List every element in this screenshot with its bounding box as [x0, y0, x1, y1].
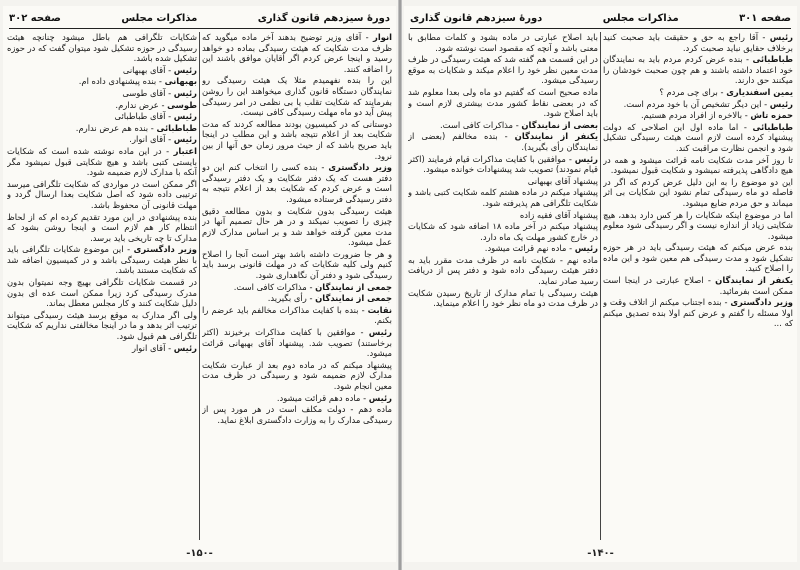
paragraph [202, 206, 392, 248]
speaker-name: رئیس [368, 392, 392, 403]
paragraph-text: اصلاح عبارتی در اینجا است ممکن است بفرمائید. [603, 275, 793, 296]
paragraph-text: رأی بگیرید. [267, 293, 307, 304]
right-page-right-column [603, 32, 793, 540]
paragraph [7, 212, 197, 244]
speaker-name: جمعی از نمایندگان [315, 293, 392, 304]
paragraph-text: ماده دهم - دولت مکلف است در هر مورد پس از رسیدگی مدارک را به وزارت دادگستری ابلاغ نماید. [202, 404, 392, 425]
paragraph-text: پیشنهاد آقای بهبهانی [527, 175, 598, 186]
paragraph-text: برای چی مردم ؟ [659, 86, 718, 97]
paragraph: رئیس - موافقین با کفایت مذاکرات قیام فرمایند (اکثر قیام نمودند) تصویب شد پیشنهادات خوانده میشود. [408, 153, 598, 175]
paragraph: طباطبائی - بنده عرض کردم مردم باید به نمایندگان خود اعتماد داشته باشند و هم چون صحبت خودشان را میکنند حق دارند. [603, 54, 793, 86]
speaker-name: رئیس [368, 327, 392, 338]
paragraph-text: بنده کسی را انتخاب کنم این دو دفتر هست که یک دفتر شکایت و یک دفتر رسیدگی است و عرض کردم که شکایت بعد از اعلام نتیجه به دفتر رسیدگی فرستاده میشود. [202, 162, 392, 204]
paragraph-text: اگر ممکن است در مواردی که شکایت تلگرافی میرسد ترتیبی داده شود که اصل شکایت بعدا ارسال گردد و مهلت قانونی آن محفوظ باشد. [7, 178, 197, 210]
paragraph [7, 310, 197, 342]
right-page-header [410, 8, 791, 29]
paragraph-text: این دیگر تشخیص آن با خود مردم است. [623, 98, 762, 109]
paragraph: رئیس - آقای طوسی [122, 87, 197, 98]
paragraph-text: شکایات تلگرافی هم باطل میشود چنانچه هیئت رسیدگی در حوزه تشکیل شود میتوان گفت که در حوزه تشکیل شده باشد. [7, 32, 197, 64]
paragraph: رئیس - آقای انوار. [129, 134, 197, 145]
paragraph [603, 177, 793, 209]
speaker-name: رئیس [769, 98, 793, 109]
paragraph [408, 288, 598, 309]
right-header-session: دورهٔ سیزدهم قانون گذاری [410, 12, 543, 24]
paragraph-text: آقا راجع به حق و حقیقت باید صحبت کنید برخلاف حقایق نباید صحبت کرد. [603, 32, 793, 53]
paragraph: جمعی از نمایندگان - مذاکرات کافی است. [233, 281, 392, 292]
right-page-number: -۱۴۰- [587, 548, 614, 559]
paragraph-text: دوستانی که در کمیسیون بودند مطالعه کردند که مدت شکایت بعد از اعلام نتیجه باشد و این مطلب در اینجا باید صریح باشد که از حیث مرور زمان حق آنها از بین نرود. [202, 118, 392, 161]
paragraph: رئیس - آقا راجع به حق و حقیقت باید صحبت کنید برخلاف حقایق نباید صحبت کرد. [603, 32, 793, 53]
speaker-name: وزیر دادگستری [133, 244, 197, 255]
paragraph-text: بنده با کفایت مذاکرات مخالفم باید عرضم را بکنم. [202, 304, 392, 326]
paragraph-text: بنده پیشنهادی داده ام. [78, 76, 157, 87]
paragraph: حمزه تاش - بالاخره از افراد مردم هستیم. [640, 110, 793, 121]
speaker-name: طوسی [167, 99, 197, 110]
speaker-name: رئیس [173, 64, 197, 75]
speaker-name: رئیس [574, 243, 598, 254]
left-page-number: -۱۵۰- [186, 548, 213, 559]
paragraph [408, 176, 598, 187]
paragraph-text: ولی اگر مدارک به موقع برسد هیئت رسیدگی میتواند ترتیب اثر بدهد و ما در اینجا مخالفتی نداریم که شکایت تلگرافی هم قبول شود. [7, 309, 197, 342]
paragraph-text: ماده نهم قرائت میشود. [484, 243, 567, 254]
paragraph [408, 210, 598, 221]
paragraph: رئیس - آقای انوار [131, 342, 197, 353]
paragraph: اعتبار - در این ماده نوشته شده است که شکایات بایستی کتبی باشد و هیچ شکایتی قبول نمیشود مگر آنکه با مدارک لازم ضمیمه شود. [7, 145, 197, 178]
paragraph: انوار - آقای وزیر توضیح بدهند آخر ماده میگوید که ظرف مدت شکایت که هیئت رسیدگی بماده دو خواهد رسید و اینجا عرض کردم اگر آقایان موافق باشند این را اضافه کنند. [202, 32, 392, 74]
left-header-section: مذاکرات مجلس [121, 12, 198, 24]
paragraph-text: اما در موضوع اینکه شکایات را هر کس دارد بدهد، هیچ شکایتی زیاد از اندازه نیست و اگر رسیدگی شود معلوم میشود. [603, 209, 793, 241]
paragraph-text: آقای انوار [131, 342, 166, 353]
paragraph: رئیس - ماده نهم قرائت میشود. [484, 243, 598, 254]
paragraph: طباطبائی - بنده هم عرض ندارم. [75, 122, 197, 133]
paragraph-text: این موضوع شکایات تلگرافی باید با نظر هیئت رسیدگی باشد و در کمیسیون اضافه شد که شکایت مستند باشد. [7, 244, 197, 276]
left-page-left-column [7, 32, 197, 540]
paragraph-text: بنده اجتناب میکنم از اتلاف وقت و اولا مسئله را گفتم و عرض کنم اولا بنده تصدیق میکنم که ... [603, 297, 793, 329]
paragraph [202, 249, 392, 281]
speaker-name: رئیس [574, 153, 598, 164]
paragraph-text: در قسمت شکایات تلگرافی بهیچ وجه نمیتوان بدون مدرک رسیدگی کرد زیرا ممکن است عده ای بدون دلیل شکایت کنند و کار مجلس معطل بماند. [7, 277, 197, 309]
speaker-name: وزیر دادگستری [328, 162, 392, 173]
paragraph-text: بالاخره از افراد مردم هستیم. [640, 110, 743, 121]
paragraph-text: اما ماده اول این اصلاحی که دولت پیشنهاد کرده است لازم است هیئت رسیدگی تشکیل شود و انجمن نظارت مراقبت کند. [603, 121, 793, 153]
speaker-name: انوار [373, 32, 392, 42]
speaker-name: وزیر دادگستری [730, 297, 793, 308]
right-page-column-divider [600, 32, 601, 540]
paragraph [408, 54, 598, 86]
paragraph [202, 360, 392, 392]
book-gutter [398, 0, 402, 570]
paragraph-text: آقای وزیر توضیح بدهند آخر ماده میگوید که ظرف مدت شکایت که هیئت رسیدگی بماده دو خواهد رسید و اینجا عرض کردم اگر آقایان موافق باشند این را اضافه کنند. [202, 32, 392, 74]
paragraph-text: پیشنهاد آقای فقیه زاده [519, 209, 598, 220]
paragraph-text: مذاکرات کافی است. [233, 281, 307, 292]
paragraph [408, 187, 598, 208]
paragraph: رئیس - آقای طباطبائی [114, 111, 197, 122]
right-header-page-label: صفحه ۳۰۱ [739, 12, 791, 24]
paragraph [603, 242, 793, 274]
paragraph-text: موافقین با کفایت مذاکرات قیام فرمایند (اکثر قیام نمودند) تصویب شد پیشنهادات خوانده میشود. [408, 153, 598, 175]
paragraph: طباطبائی - اما ماده اول این اصلاحی که دولت پیشنهاد کرده است لازم است هیئت رسیدگی تشکیل شود و انجمن نظارت مراقبت کند. [603, 121, 793, 153]
paragraph: نقابت - بنده با کفایت مذاکرات مخالفم باید عرضم را بکنم. [202, 304, 392, 326]
paragraph: وزیر دادگستری - این موضوع شکایات تلگرافی باید با نظر هیئت رسیدگی باشد و در کمیسیون اضافه شد که شکایت مستند باشد. [7, 244, 197, 276]
paragraph: بهبهانی - بنده پیشنهادی داده ام. [78, 76, 197, 87]
left-header-page-label: صفحه ۳۰۲ [9, 12, 61, 24]
paragraph-text: و هر جا ضرورت داشته باشد بهتر است آنجا را اصلاح کنیم ولی کلیه شکایات که در مهلت قانونی برسد باید رسیدگی شود و دفتر آن نگاهداری شود. [202, 248, 392, 281]
paragraph [202, 75, 392, 117]
paragraph-text: آقای انوار. [129, 134, 166, 145]
paragraph [408, 255, 598, 287]
speaker-name: جمعی از نمایندگان [315, 281, 392, 292]
paragraph: یمین اسفندیاری - برای چی مردم ؟ [659, 86, 793, 97]
paragraph-text: در این قسمت هم گفته شد که هیئت رسیدگی در ظرف مدت معین نظر خود را اعلام میکند و شکایات به موقع رسیدگی میشود. [408, 54, 598, 86]
paragraph-text: ماده نهم - شکایت نامه در ظرف مدت مقرر باید به دفتر هیئت رسیدگی داده شود و دفتر پس از دریافت رسید صادر نماید. [408, 254, 598, 287]
speaker-name: یمین اسفندیاری [726, 86, 793, 97]
speaker-name: یکنفر از نمایندگان [715, 275, 793, 286]
speaker-name: رئیس [173, 342, 197, 353]
right-page [404, 6, 797, 562]
paragraph-text: پیشنهاد میکنم در ماده هشتم کلمه شکایت کتبی باشد و شکایت تلگرافی هم پذیرفته شود. [408, 187, 598, 208]
paragraph [408, 221, 598, 242]
paragraph-text: این دو موضوع را به این دلیل عرض کردم که اگر در فاصله دو ماه رسیدگی تمام نشود این شکایات بی اثر میماند و حق مردم ضایع میشود. [603, 176, 793, 208]
paragraph: رئیس - موافقین با کفایت مذاکرات برخیزند (اکثر برخاستند) تصویب شد. پیشنهاد آقای بهبهانی قرائت میشود. [202, 327, 392, 359]
paragraph-text: این را بنده نفهمیدم مثلا یک هیئت رسیدگی رو نمایندگان دستگاه قانون گذاری میخواهند این را روشن بفرمایند که شکایت تقلب یا بی نظمی در امر رسیدگی پیش آید دو ماه مهلت رسیدگی کافی نیست. [202, 75, 392, 118]
paragraph-text: عرض ندارم. [115, 99, 159, 110]
speaker-name: طباطبائی [156, 122, 197, 133]
speaker-name: بهبهانی [164, 76, 197, 87]
paragraph-text: ماده صحیح است که گفتیم دو ماه ولی بعدا معلوم شد که در بعضی نقاط کشور مدت بیشتری لازم است و باید اصلاح شود. [408, 86, 598, 119]
speaker-name: رئیس [173, 111, 197, 122]
paragraph [603, 210, 793, 242]
paragraph-text: مذاکرات کافی است. [439, 119, 514, 130]
paragraph-text: بنده عرض کردم مردم باید به نمایندگان خود اعتماد داشته باشند و هم چون صحبت خودشان را میکنند حق دارند. [603, 54, 793, 86]
paragraph [7, 32, 197, 64]
left-header-session: دورهٔ سیزدهم قانون گذاری [257, 12, 390, 24]
paragraph [202, 119, 392, 161]
paragraph-text: بنده هم عرض ندارم. [75, 122, 149, 133]
speaker-name: اعتبار [173, 145, 197, 156]
paragraph-text: هیئت رسیدگی بدون شکایت و بدون مطالعه دقیق چیزی را تصویب نمیکند و در هر حال تصمیم آنها در مدت معین گرفته خواهد شد و بر اساس مدارک لازم عمل میشود. [202, 205, 392, 248]
paragraph [408, 87, 598, 119]
speaker-name: رئیس [173, 134, 197, 145]
paragraph-text: آقای طباطبائی [114, 111, 166, 122]
paragraph-text: در این ماده نوشته شده است که شکایات بایستی کتبی باشد و هیچ شکایتی قبول نمیشود مگر آنکه با مدارک لازم ضمیمه شود. [7, 145, 197, 178]
paragraph-text: موافقین با کفایت مذاکرات برخیزند (اکثر برخاستند) تصویب شد. پیشنهاد آقای بهبهانی قرائت میشود. [202, 327, 392, 359]
paragraph: رئیس - آقای بهبهانی [122, 64, 197, 75]
paragraph [202, 404, 392, 425]
right-page-left-column [408, 32, 598, 540]
paragraph: طوسی - عرض ندارم. [115, 99, 197, 110]
speaker-name: یکنفر از نمایندگان [514, 131, 598, 142]
paragraph-text: بنده پیشنهادی در این مورد تقدیم کرده ام که از لحاظ انتظام کار هم لازم است و اینجا روشن بشود که مدارک تا چه تاریخی باید برسد. [7, 211, 197, 243]
paragraph-text: آقای طوسی [122, 87, 166, 98]
paragraph-text: پیشنهاد میکنم در آخر ماده ۱۸ اضافه شود که شکایات در خارج کشور مهلت یک ماه دارد. [408, 221, 598, 242]
paragraph [7, 277, 197, 309]
paragraph-text: آقای بهبهانی [122, 64, 166, 75]
speaker-name: نقابت [367, 304, 392, 315]
paragraph-text: هیئت رسیدگی با تمام مدارک از تاریخ رسیدن شکایت در ظرف مدت دو ماه نظر خود را اعلام مینماید. [408, 287, 598, 309]
speaker-name: طباطبائی [752, 54, 793, 65]
paragraph-text: بنده عرض میکنم که هیئت رسیدگی باید در هر حوزه تشکیل شود و مدت رسیدگی هم معین شود و این ماده را اصلاح کنید. [603, 242, 793, 274]
paragraph [603, 155, 793, 176]
left-page-column-divider [199, 32, 200, 540]
speaker-name: رئیس [173, 87, 197, 98]
speaker-name: حمزه تاش [750, 110, 793, 121]
paragraph-text: باید اصلاح عبارتی در ماده بشود و کلمات مطابق با معنی باشد و آنچه که مقصود است نوشته شود. [408, 32, 598, 53]
speaker-name: طباطبائی [752, 121, 793, 132]
paragraph: وزیر دادگستری - بنده کسی را انتخاب کنم این دو دفتر هست که یک دفتر شکایت و یک دفتر رسیدگی است و عرض کردم که شکایت بعد از اعلام نتیجه به دفتر رسیدگی فرستاده میشود. [202, 162, 392, 204]
speaker-name: بعضی از نمایندگان [521, 119, 598, 130]
left-page-header [9, 8, 390, 29]
paragraph: یکنفر از نمایندگان - بنده مخالفم (بعضی از نمایندگان رأی بگیرید). [408, 131, 598, 152]
left-page [3, 6, 396, 562]
paragraph [7, 179, 197, 211]
paragraph-text: تا روز آخر مدت شکایت نامه قرائت میشود و همه در هیچ دادگاهی پذیرفته نمیشود و شکایت قبول نمیشود. [603, 154, 793, 176]
paragraph: یکنفر از نمایندگان - اصلاح عبارتی در اینجا است ممکن است بفرمائید. [603, 275, 793, 296]
speaker-name: رئیس [769, 32, 793, 42]
paragraph: جمعی از نمایندگان - رأی بگیرید. [267, 293, 392, 304]
paragraph [408, 32, 598, 53]
paragraph-text: پیشنهاد میکنم که در ماده دوم بعد از عبارت شکایت مدارک لازم ضمیمه شود و رسیدگی در ظرف مدت معین انجام شود. [202, 359, 392, 391]
paragraph-text: ماده دهم قرائت میشود. [276, 392, 361, 403]
paragraph: بعضی از نمایندگان - مذاکرات کافی است. [439, 119, 598, 130]
paragraph-text: بنده مخالفم (بعضی از نمایندگان رأی بگیرید). [408, 131, 598, 152]
paragraph: وزیر دادگستری - بنده اجتناب میکنم از اتلاف وقت و اولا مسئله را گفتم و عرض کنم اولا بنده تصدیق میکنم که ... [603, 297, 793, 329]
paragraph: رئیس - ماده دهم قرائت میشود. [276, 392, 392, 403]
left-page-right-column [202, 32, 392, 540]
right-header-section: مذاکرات مجلس [602, 12, 679, 24]
paragraph: رئیس - این دیگر تشخیص آن با خود مردم است. [623, 98, 793, 109]
